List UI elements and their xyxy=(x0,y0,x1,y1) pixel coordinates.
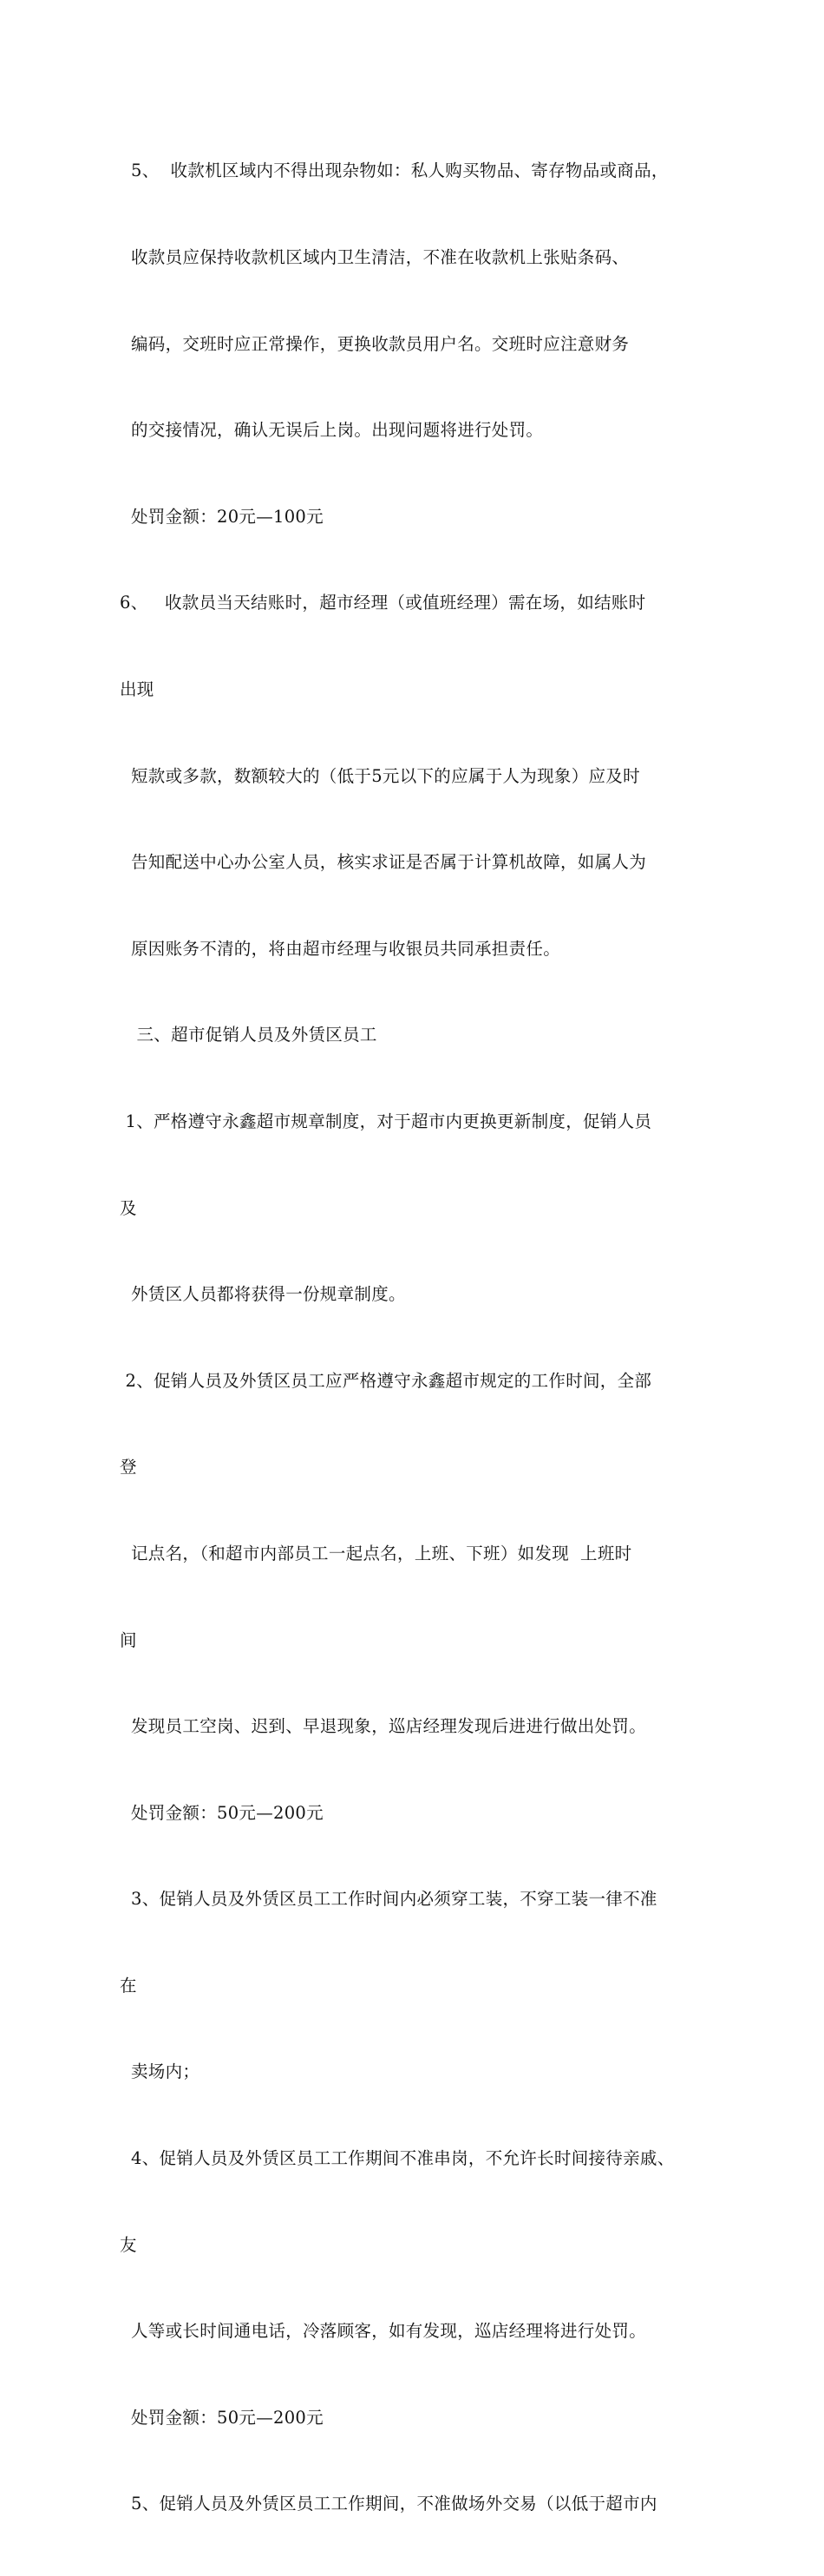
text-line-24: 4、促销人员及外赁区员工工作期间不准串岗，不允许长时间接待亲戚、 xyxy=(120,2148,675,2169)
text-line-13: 及 xyxy=(120,1197,137,1218)
text-line-21: 3、促销人员及外赁区员工工作时间内必须穿工装，不穿工装一律不准 xyxy=(120,1889,657,1910)
text-line-19: 发现员工空岗、迟到、早退现象，巡店经理发现后进进行做出处罚。 xyxy=(120,1716,646,1737)
text-line-10: 原因账务不清的，将由超市经理与收银员共同承担责任。 xyxy=(120,938,560,959)
text-line-17: 记点名，（和超市内部员工一起点名，上班、下班）如发现 上班时 xyxy=(120,1543,632,1563)
text-line-28: 5、促销人员及外赁区员工工作期间，不准做场外交易（以低于超市内 xyxy=(120,2494,657,2514)
text-line-25: 友 xyxy=(120,2234,137,2255)
penalty-line-1: 处罚金额：20元—100元 xyxy=(120,506,324,527)
text-line-6: 6、 收款员当天结账时，超市经理（或值班经理）需在场，如结账时 xyxy=(120,593,646,613)
penalty-line-2: 处罚金额：50元—200元 xyxy=(120,1802,324,1823)
text-line-15: 2、促销人员及外赁区员工应严格遵守永鑫超市规定的工作时间，全部 xyxy=(120,1370,652,1391)
text-line-16: 登 xyxy=(120,1457,137,1478)
text-line-18: 间 xyxy=(120,1629,137,1650)
text-line-23: 卖场内； xyxy=(120,2061,200,2082)
text-line-2: 收款员应保持收款机区域内卫生清洁，不准在收款机上张贴条码、 xyxy=(120,247,630,267)
document-body xyxy=(120,99,710,2576)
text-line-7: 出现 xyxy=(120,678,154,699)
text-line-8: 短款或多款，数额较大的（低于5元以下的应属于人为现象）应及时 xyxy=(120,765,640,786)
text-line-22: 在 xyxy=(120,1975,137,1996)
text-line-1: 5、 收款机区域内不得出现杂物如：私人购买物品、寄存物品或商品， xyxy=(120,161,669,181)
text-line-3: 编码，交班时应正常操作，更换收款员用户名。交班时应注意财务 xyxy=(120,333,630,354)
text-line-9: 告知配送中心办公室人员，核实求证是否属于计算机故障，如属人为 xyxy=(120,852,646,873)
text-line-14: 外赁区人员都将获得一份规章制度。 xyxy=(120,1284,406,1305)
text-line-12: 1、严格遵守永鑫超市规章制度，对于超市内更换更新制度，促销人员 xyxy=(120,1111,652,1131)
penalty-line-3: 处罚金额：50元—200元 xyxy=(120,2407,324,2428)
text-line-26: 人等或长时间通电话，冷落顾客，如有发现，巡店经理将进行处罚。 xyxy=(120,2321,646,2342)
text-line-4: 的交接情况，确认无误后上岗。出现问题将进行处罚。 xyxy=(120,420,544,441)
section-heading: 三、超市促销人员及外赁区员工 xyxy=(120,1025,377,1045)
